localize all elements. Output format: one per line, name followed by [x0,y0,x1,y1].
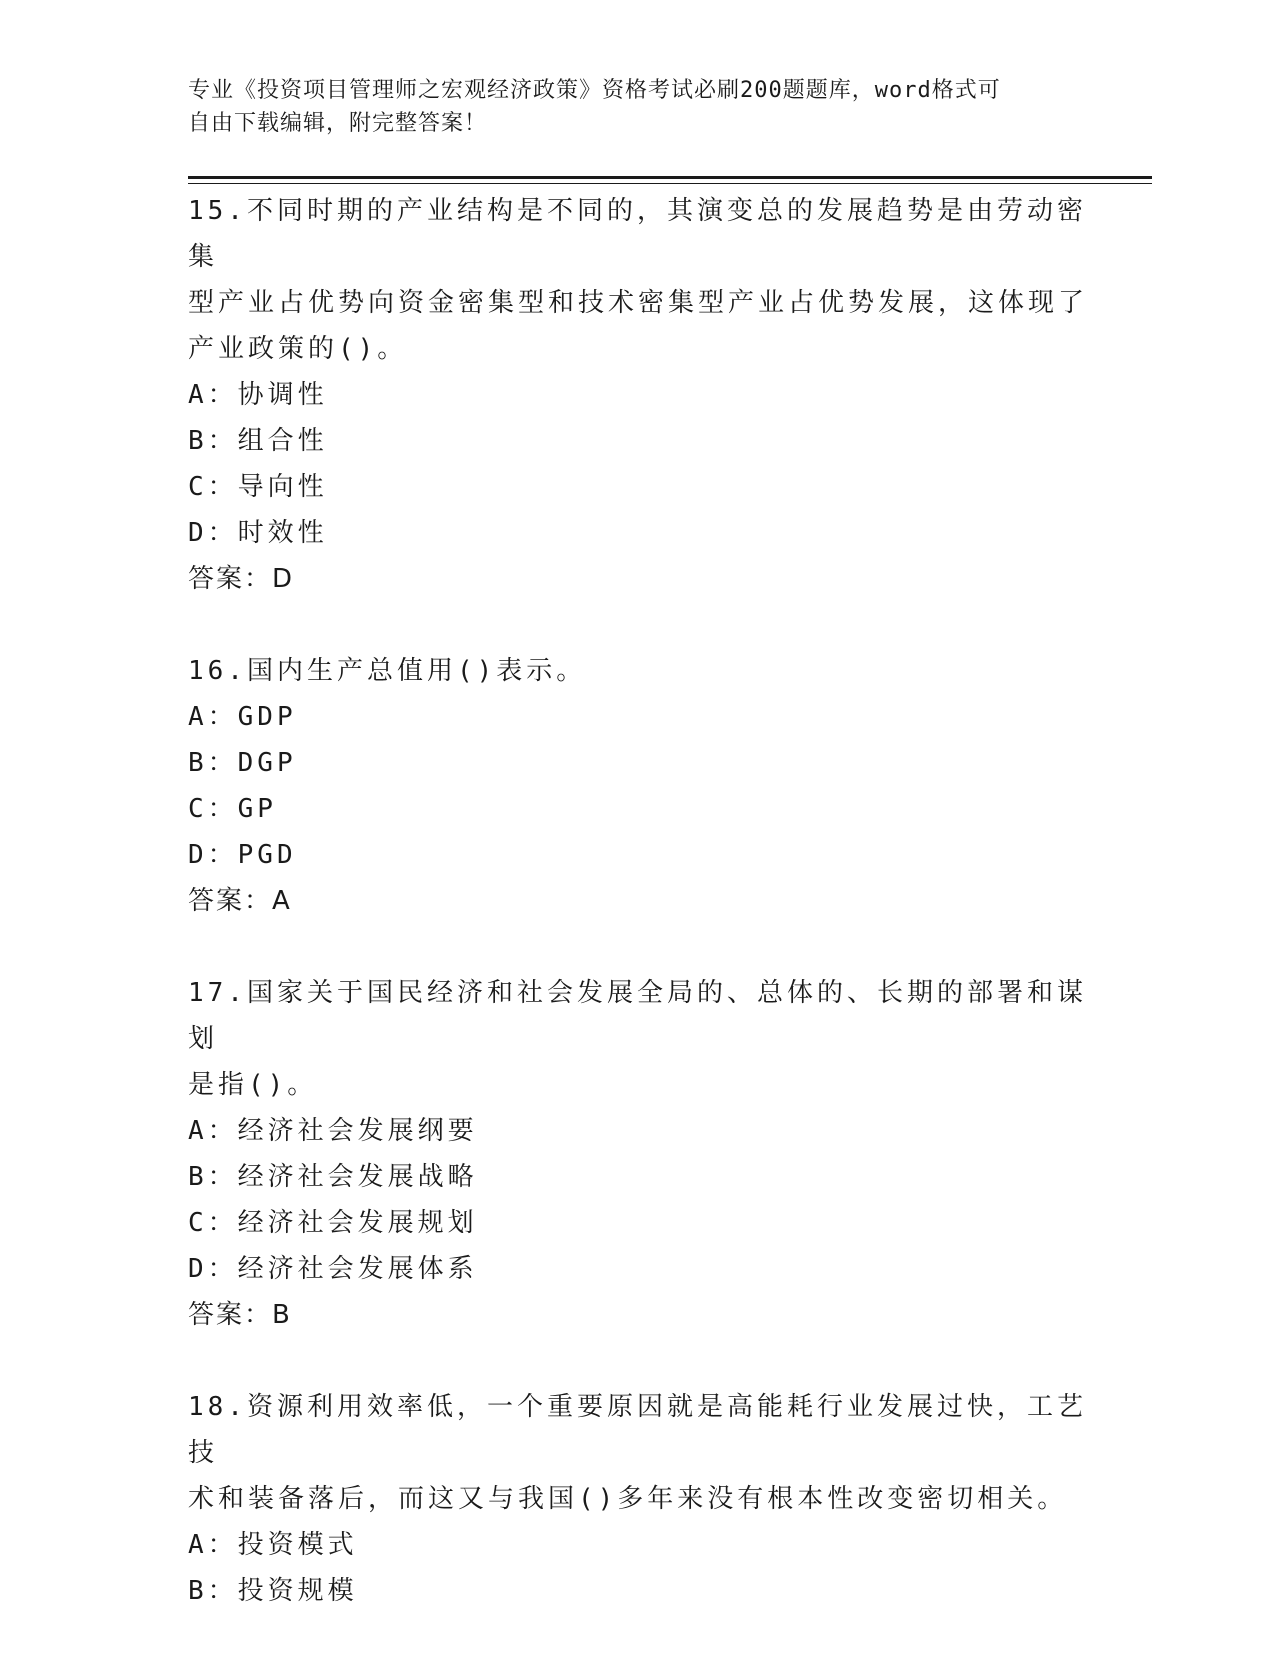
option-a: A：GDP [188,702,297,732]
question-text-line: 型产业占优势向资金密集型和技术密集型产业占优势发展，这体现了 [188,288,1089,318]
question-text-line: 产业政策的()。 [188,334,408,364]
option-c: C：导向性 [188,472,328,502]
answer: 答案：A [188,886,292,916]
question-text [188,188,1088,372]
question-text-line: 18.资源利用效率低，一个重要原因就是高能耗行业发展过快，工艺技 [188,1392,1087,1468]
header-line-2: 自由下载编辑，附完整答案！ [188,111,488,136]
option-c: C：经济社会发展规划 [188,1208,478,1238]
question-text-line: 术和装备落后，而这又与我国()多年来没有根本性改变密切相关。 [188,1484,1068,1514]
question-text [188,970,1088,1108]
option-b: B：DGP [188,748,297,778]
question-text [188,648,1088,694]
option-a: A：经济社会发展纲要 [188,1116,478,1146]
question-list [188,188,1088,1660]
question-16 [188,648,1088,924]
option-b: B：投资规模 [188,1576,358,1606]
header-divider-thick [188,176,1152,179]
question-17 [188,970,1088,1338]
question-15 [188,188,1088,602]
answer: 答案：D [188,564,295,594]
option-d: D：经济社会发展体系 [188,1254,478,1284]
question-text-line: 17.国家关于国民经济和社会发展全局的、总体的、长期的部署和谋划 [188,978,1087,1054]
option-a: A：协调性 [188,380,328,410]
document-header [188,74,1068,140]
question-18 [188,1384,1088,1614]
option-b: B：组合性 [188,426,328,456]
option-b: B：经济社会发展战略 [188,1162,478,1192]
option-d: D：PGD [188,840,297,870]
option-a: A：投资模式 [188,1530,358,1560]
question-text-line: 是指()。 [188,1070,318,1100]
header-line-1: 专业《投资项目管理师之宏观经济政策》资格考试必刷200题题库，word格式可 [188,78,1001,103]
option-d: D：时效性 [188,518,328,548]
question-text-line: 15.不同时期的产业结构是不同的，其演变总的发展趋势是由劳动密集 [188,196,1087,272]
answer: 答案：B [188,1300,292,1330]
option-c: C：GP [188,794,277,824]
question-text [188,1384,1088,1522]
header-divider-thin [188,183,1152,184]
question-text-line: 16.国内生产总值用()表示。 [188,656,587,686]
